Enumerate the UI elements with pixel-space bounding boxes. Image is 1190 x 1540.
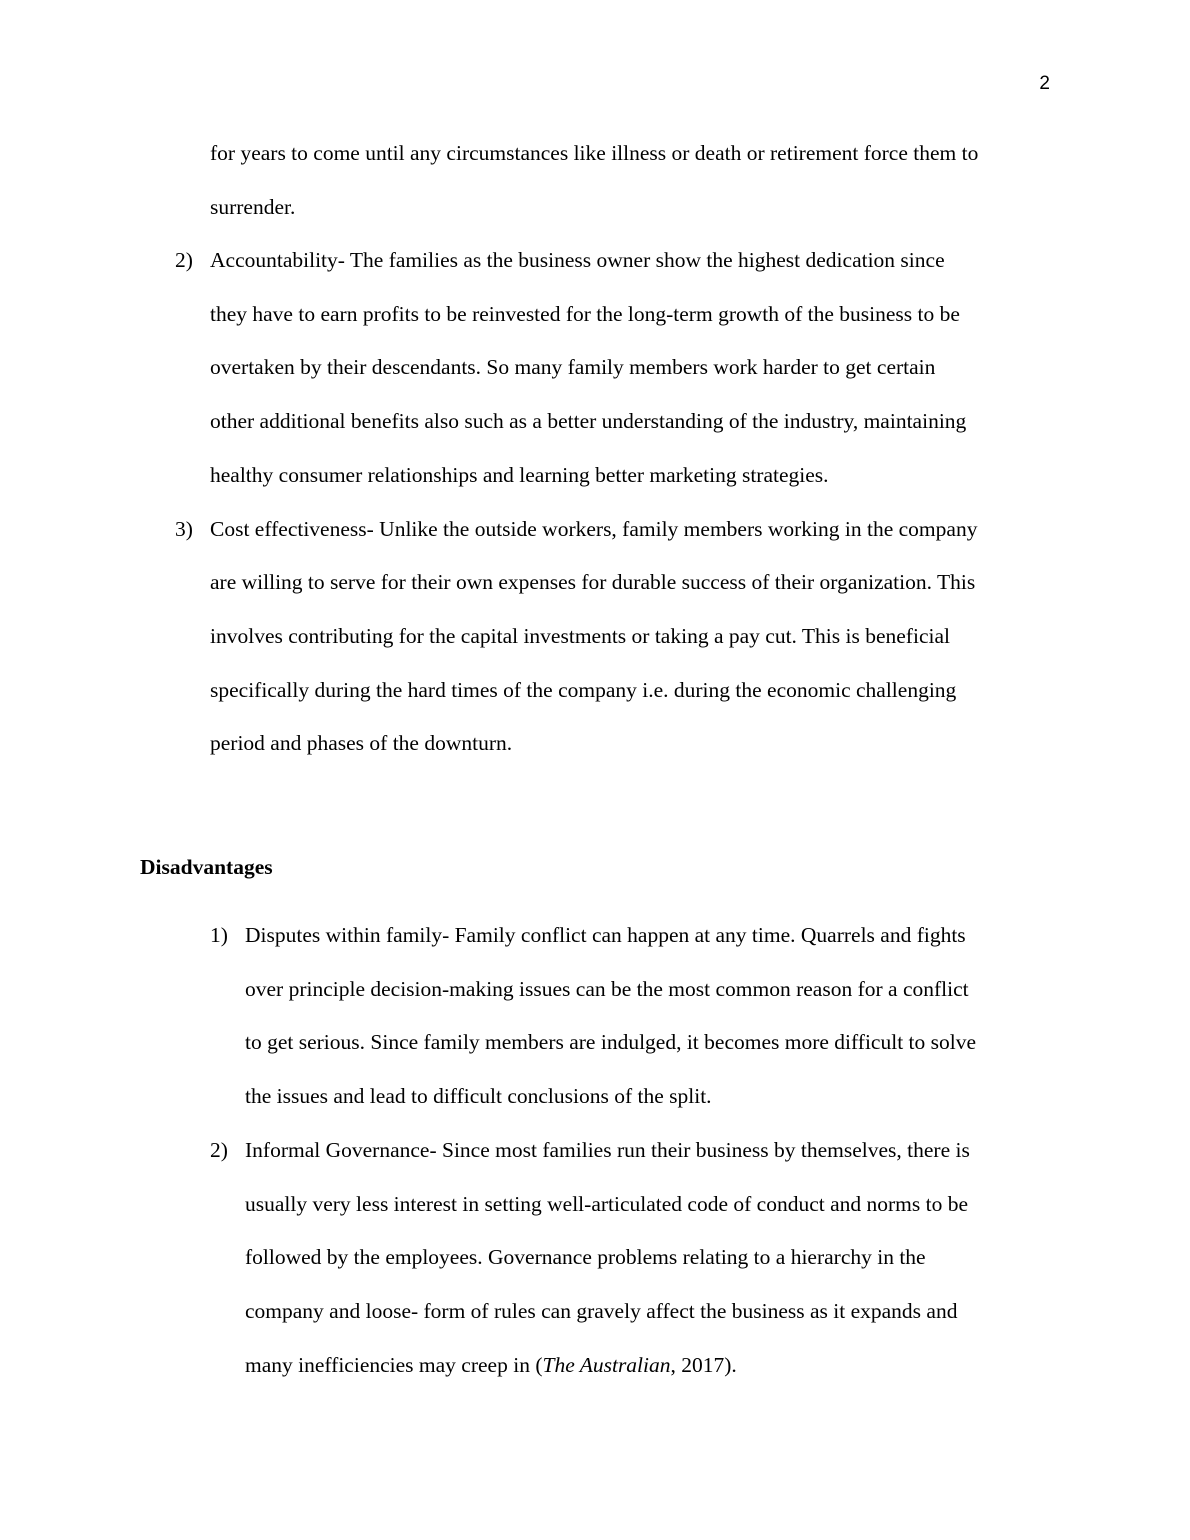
- text-line: usually very less interest in setting well-articulated code of conduct and norms to be: [245, 1191, 969, 1216]
- list-number: 2): [175, 248, 193, 272]
- continuation-paragraph: [210, 127, 1070, 234]
- section-heading-disadvantages: Disadvantages: [140, 855, 273, 879]
- list-item-disputes: [210, 909, 1070, 1124]
- text-line: Disputes within family- Family conflict can happen at any time. Quarrels and fights: [245, 923, 966, 947]
- text-line: specifically during the hard times of the company i.e. during the economic challenging: [210, 677, 957, 702]
- list-number: 1): [210, 923, 228, 947]
- text-line: company and loose- form of rules can gravely affect the business as it expands and: [245, 1298, 958, 1323]
- text-line: involves contributing for the capital investments or taking a pay cut. This is beneficial: [210, 623, 950, 648]
- text-line: for years to come until any circumstances like illness or death or retirement force them to: [210, 141, 979, 165]
- list-number: 2): [210, 1137, 228, 1162]
- text-line: the issues and lead to difficult conclusions of the split.: [245, 1084, 712, 1109]
- text-line: healthy consumer relationships and learning better marketing strategies.: [210, 462, 829, 487]
- list-number: 3): [175, 516, 193, 541]
- text-line: overtaken by their descendants. So many family members work harder to get certain: [210, 355, 936, 380]
- text-line: surrender.: [210, 194, 296, 219]
- page-number: 2: [1039, 73, 1050, 94]
- citation-source: The Australian: [542, 1352, 671, 1377]
- text-line: Cost effectiveness- Unlike the outside workers, family members working in the company: [210, 516, 978, 541]
- text-line: to get serious. Since family members are indulged, it becomes more difficult to solve: [245, 1030, 977, 1055]
- text-line: other additional benefits also such as a better understanding of the industry, maintaining: [210, 409, 967, 434]
- citation-text-before: many inefficiencies may creep in (: [245, 1352, 543, 1377]
- text-line: followed by the employees. Governance problems relating to a hierarchy in the: [245, 1245, 926, 1270]
- disadvantages-list: [210, 909, 1070, 1392]
- text-line: over principle decision-making issues can be the most common reason for a conflict: [245, 976, 969, 1001]
- text-line: are willing to serve for their own expenses for durable success of their organization. This: [210, 570, 976, 595]
- text-line: they have to earn profits to be reinvested for the long-term growth of the business to be: [210, 301, 960, 326]
- text-line: period and phases of the downturn.: [210, 731, 513, 756]
- list-item-informal-governance: [210, 1124, 1070, 1393]
- text-line: Accountability- The families as the business owner show the highest dedication since: [210, 248, 945, 272]
- citation-text-after: , 2017).: [670, 1352, 737, 1377]
- list-item-accountability: [175, 234, 1070, 503]
- citation-line: [245, 1339, 1070, 1393]
- list-item-cost-effectiveness: [175, 503, 1070, 772]
- advantages-list: [175, 234, 1070, 771]
- text-line: Informal Governance- Since most families run their business by themselves, there is: [245, 1137, 970, 1162]
